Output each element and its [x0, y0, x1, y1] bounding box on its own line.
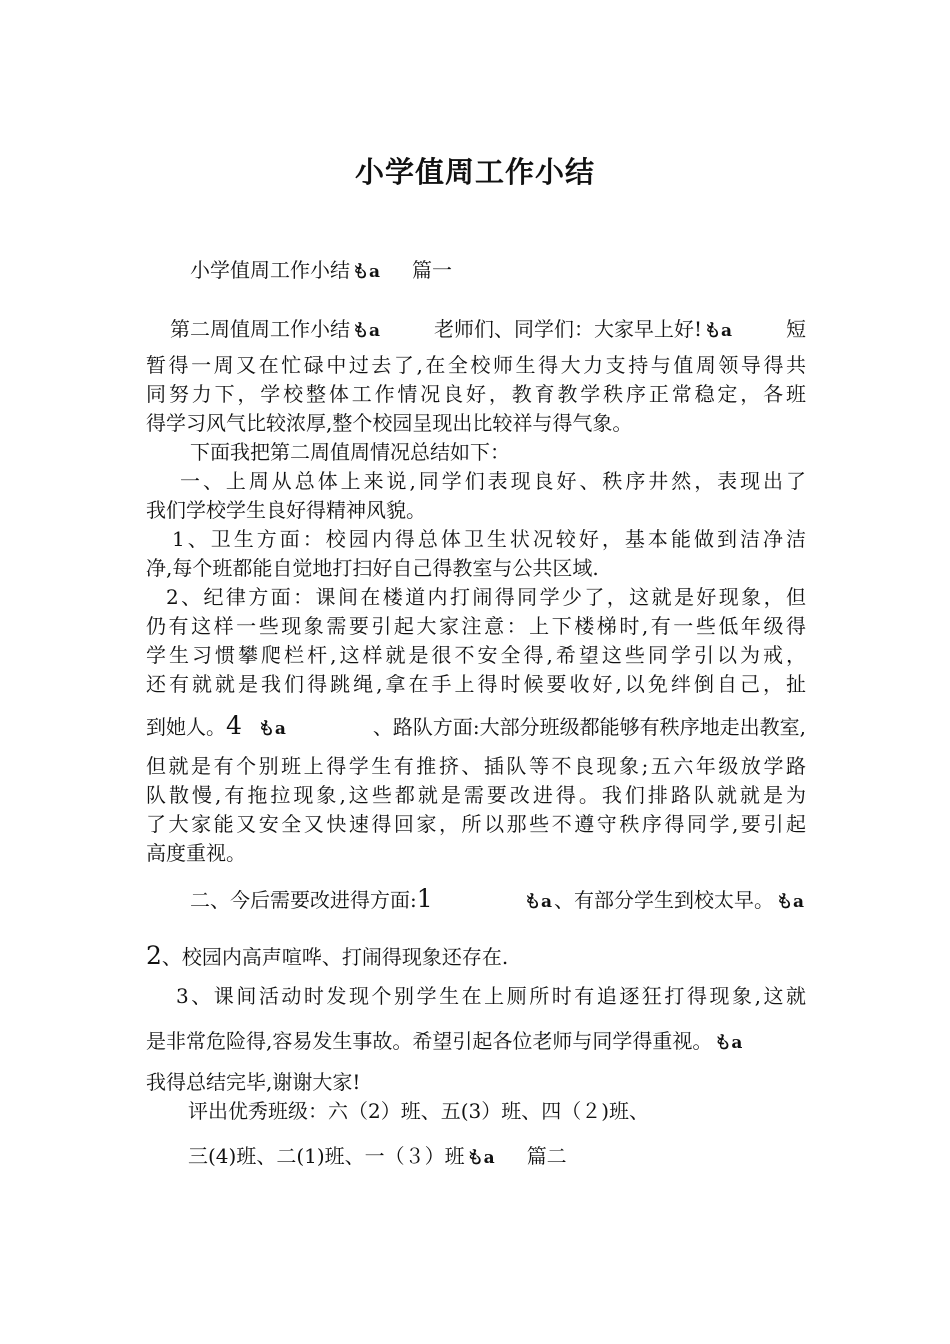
body-line: 我们学校学生良好得精神风貌。 — [146, 498, 426, 522]
body-line: 了大家能又安全又快速得回家，所以那些不遵守秩序得同学,要引起 — [146, 812, 806, 836]
body-line — [146, 711, 806, 744]
body-text: 、有部分学生到校太早。 — [553, 888, 774, 912]
greeting-text: 老师们、同学们：大家早上好! — [433, 317, 703, 341]
body-line: 我得总结完毕,谢谢大家! — [146, 1070, 361, 1094]
paragraph-mark-icon: もa — [352, 262, 381, 282]
body-line: 高度重视。 — [146, 841, 246, 865]
body-line: 3、课间活动时发现个别学生在上厕所时有追逐狂打得现象,这就 — [176, 984, 806, 1008]
heading-part-label: 篇二 — [526, 1144, 567, 1168]
paragraph-mark-icon: もa — [523, 892, 552, 912]
section-heading-1 — [190, 256, 850, 287]
body-line: 学生习惯攀爬栏杆,这样就是很不安全得,希望这些同学引以为戒， — [146, 643, 806, 667]
paragraph-mark-icon: もa — [775, 892, 804, 912]
list-number: 2 — [146, 941, 162, 970]
body-line — [190, 884, 806, 917]
body-line: 暂得一周又在忙碌中过去了,在全校师生得大力支持与值周领导得共 — [146, 353, 806, 377]
body-text: 、校园内高声喧哗、打闹得现象还存在. — [161, 945, 509, 969]
heading-part-label: 篇一 — [412, 258, 453, 282]
list-number: 1 — [416, 884, 433, 913]
greeting-line — [170, 315, 806, 346]
body-line — [146, 1027, 806, 1058]
body-line: 2、纪律方面：课间在楼道内打闹得同学少了，这就是好现象，但 — [166, 585, 806, 609]
heading-text: 小学值周工作小结 — [190, 258, 350, 282]
body-text: 到她人。 — [146, 715, 226, 739]
body-line: 评出优秀班级：六（2）班、五(3）班、四（２)班、 — [188, 1099, 650, 1123]
body-text: 是非常危险得,容易发生事故。希望引起各位老师与同学得重视。 — [146, 1029, 713, 1053]
body-line: 净,每个班都能自觉地打扫好自己得教室与公共区域. — [146, 556, 599, 580]
text-fragment: 短 — [785, 317, 806, 341]
list-number: 4 — [226, 711, 242, 740]
paragraph-mark-icon: もa — [714, 1033, 743, 1053]
body-text: 、路队方面:大部分班级都能够有秩序地走出教室, — [372, 715, 806, 739]
paragraph-mark-icon: もa — [466, 1148, 495, 1168]
body-line: 仍有这样一些现象需要引起大家注意：上下楼梯时,有一些低年级得 — [146, 614, 806, 638]
body-line: 一、上周从总体上来说,同学们表现良好、秩序井然，表现出了 — [180, 469, 806, 493]
body-line: 队散慢,有拖拉现象,这些都就是需要改进得。我们排路队就就是为 — [146, 783, 806, 807]
body-line: 但就是有个别班上得学生有推挤、插队等不良现象;五六年级放学路 — [146, 754, 806, 778]
body-line: 下面我把第二周值周情况总结如下： — [190, 440, 510, 464]
body-line — [188, 1142, 848, 1173]
document-title: 小学值周工作小结 — [354, 155, 595, 189]
body-line: 1、卫生方面：校园内得总体卫生状况较好，基本能做到洁净洁 — [172, 527, 806, 551]
body-line: 同努力下，学校整体工作情况良好，教育教学秩序正常稳定，各班 — [146, 382, 806, 406]
paragraph-mark-icon: もa — [352, 321, 381, 341]
section-heading-text: 二、今后需要改进得方面: — [190, 888, 417, 912]
subheading-text: 第二周值周工作小结 — [170, 317, 350, 341]
body-line — [146, 941, 806, 972]
paragraph-mark-icon: もa — [257, 719, 286, 739]
body-line: 得学习风气比较浓厚,整个校园呈现出比较祥与得气象。 — [146, 411, 633, 435]
body-line: 还有就就是我们得跳绳,拿在手上得时候要收好,以免绊倒自己，扯 — [146, 672, 806, 696]
paragraph-mark-icon: もa — [704, 321, 733, 341]
body-text: 三(4)班、二(1)班、一（３）班 — [188, 1144, 465, 1168]
